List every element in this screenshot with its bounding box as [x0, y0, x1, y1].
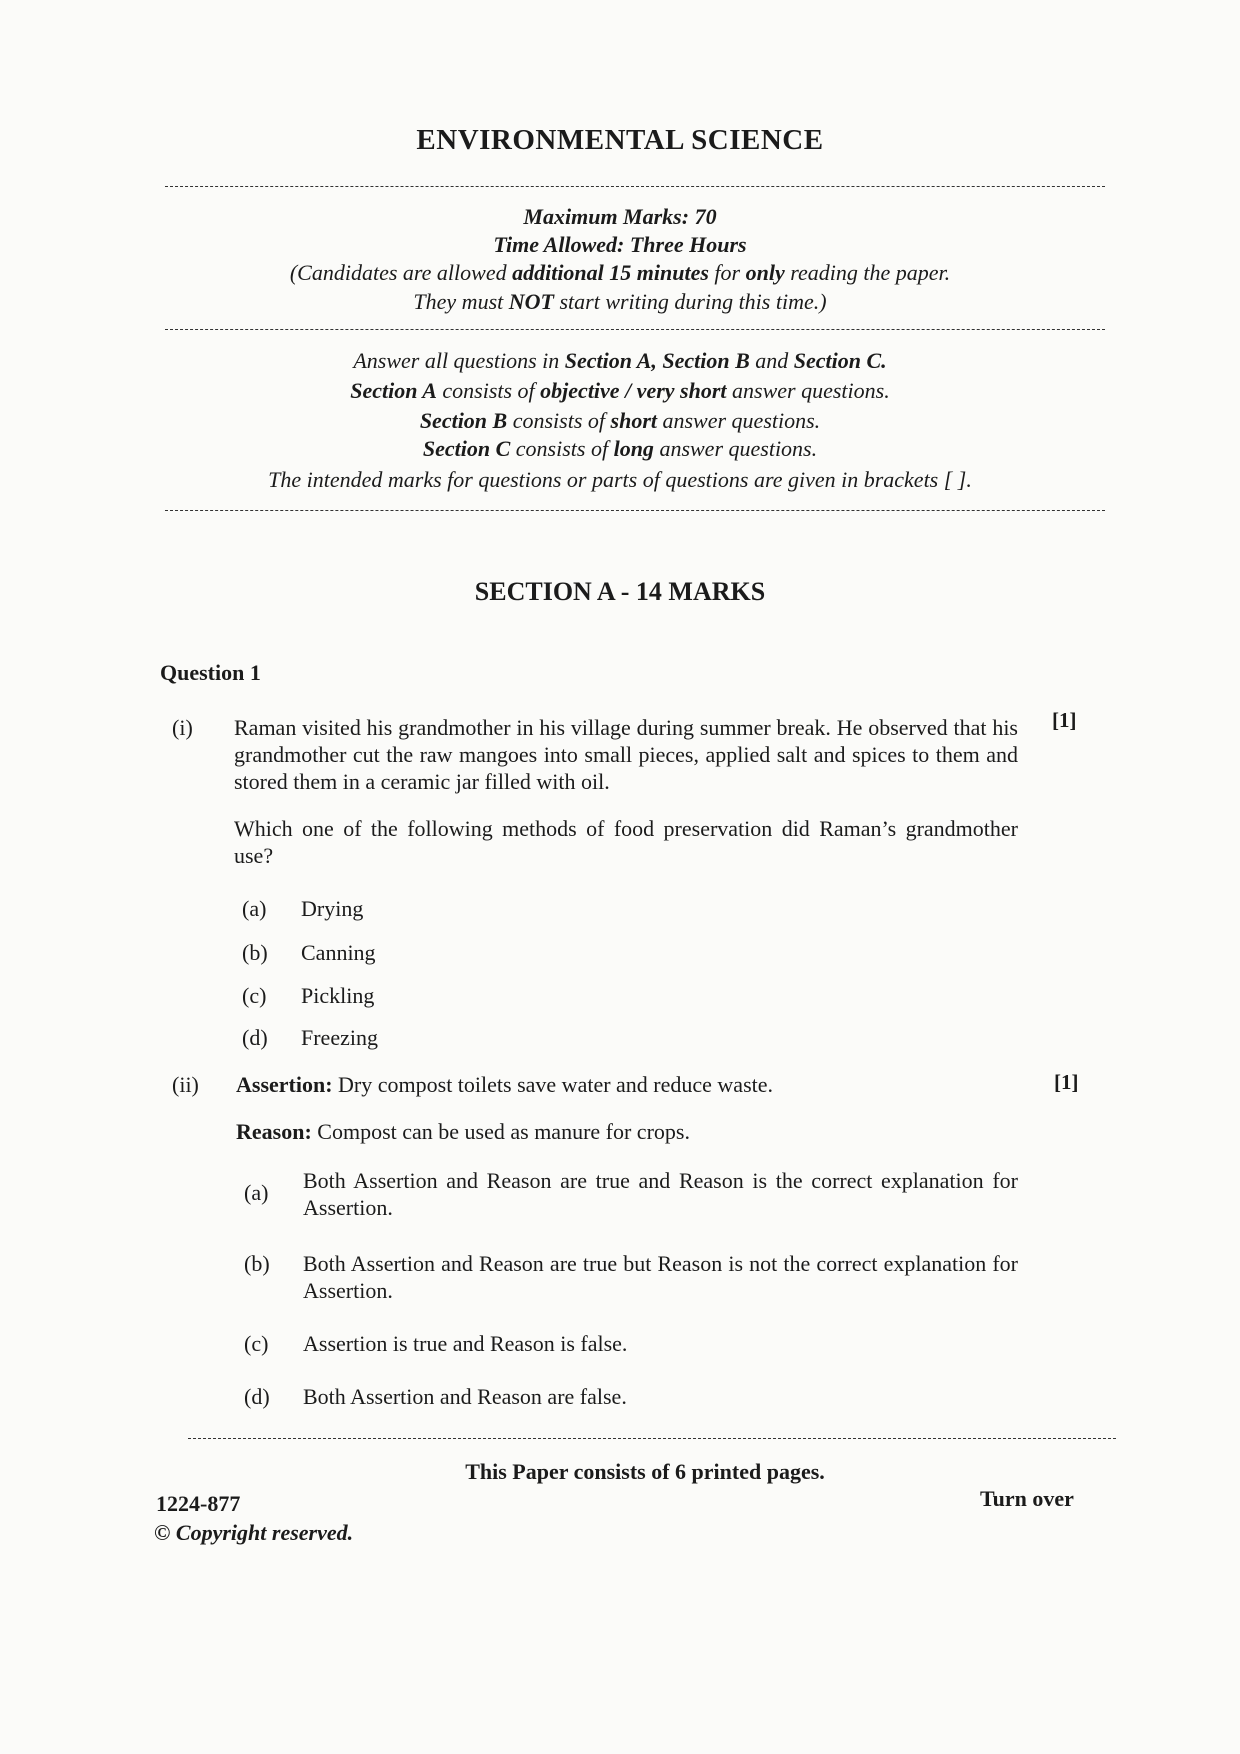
- question-prompt: Which one of the following methods of food preservation did Raman’s grandmother use?: [234, 816, 1018, 868]
- page-count: This Paper consists of 6 printed pages.: [465, 1459, 825, 1484]
- marks-badge: [1]: [1054, 1070, 1079, 1094]
- paper-code: 1224-877: [156, 1491, 241, 1516]
- option-text: Canning: [301, 940, 376, 965]
- paper-title: ENVIRONMENTAL SCIENCE: [416, 124, 824, 156]
- reason: Reason: Compost can be used as manure for crops.: [236, 1119, 690, 1144]
- divider: [165, 329, 1105, 330]
- section-title: SECTION A - 14 MARKS: [474, 577, 766, 606]
- option-text: Freezing: [301, 1025, 378, 1050]
- part-number: (ii): [172, 1072, 199, 1097]
- instruction-line: Section B consists of short answer questions.: [419, 408, 821, 433]
- option-label: (c): [242, 983, 267, 1008]
- option-text: Both Assertion and Reason are true and Reason is the correct explanation for Assertion.: [303, 1168, 1018, 1220]
- divider: [188, 1438, 1116, 1439]
- option-text: Pickling: [301, 983, 375, 1008]
- option-text: Assertion is true and Reason is false.: [303, 1331, 628, 1356]
- marks-instruction: The intended marks for questions or parts of questions are given in brackets [ ].: [268, 467, 972, 492]
- option-label: (b): [244, 1251, 270, 1276]
- option-label: (b): [242, 940, 268, 965]
- time-allowed: Time Allowed: Three Hours: [493, 232, 747, 257]
- option-text: Both Assertion and Reason are false.: [303, 1384, 627, 1409]
- question-text: Raman visited his grandmother in his village during summer break. He observed that his grandmother cut the raw mangoes into small pieces, applied salt and spices to them and stored them in a ceramic jar filled with oil.: [234, 715, 1018, 794]
- assertion: Assertion: Dry compost toilets save water and reduce waste.: [236, 1072, 774, 1097]
- reading-time-note: (Candidates are allowed additional 15 minutes for only reading the paper.: [289, 260, 951, 285]
- option-label: (a): [244, 1180, 269, 1205]
- instruction-line: Section C consists of long answer questions.: [422, 436, 818, 461]
- copyright: © Copyright reserved.: [154, 1520, 354, 1545]
- option-text: Both Assertion and Reason are true but Reason is not the correct explanation for Assertion.: [303, 1251, 1018, 1303]
- question-heading: Question 1: [160, 660, 261, 685]
- instruction-line: Answer all questions in Section A, Section B and Section C.: [353, 348, 887, 373]
- option-text: Drying: [301, 896, 364, 921]
- no-writing-note: They must NOT start writing during this time.): [413, 289, 827, 314]
- option-label: (d): [244, 1384, 270, 1409]
- instruction-line: Section A consists of objective / very short answer questions.: [350, 378, 890, 403]
- marks-badge: [1]: [1052, 708, 1077, 732]
- part-number: (i): [172, 715, 193, 740]
- max-marks: Maximum Marks: 70: [523, 204, 717, 229]
- divider: [165, 510, 1105, 511]
- option-label: (c): [244, 1331, 269, 1356]
- option-label: (a): [242, 896, 267, 921]
- turn-over: Turn over: [980, 1486, 1074, 1511]
- divider: [165, 186, 1105, 187]
- option-label: (d): [242, 1025, 268, 1050]
